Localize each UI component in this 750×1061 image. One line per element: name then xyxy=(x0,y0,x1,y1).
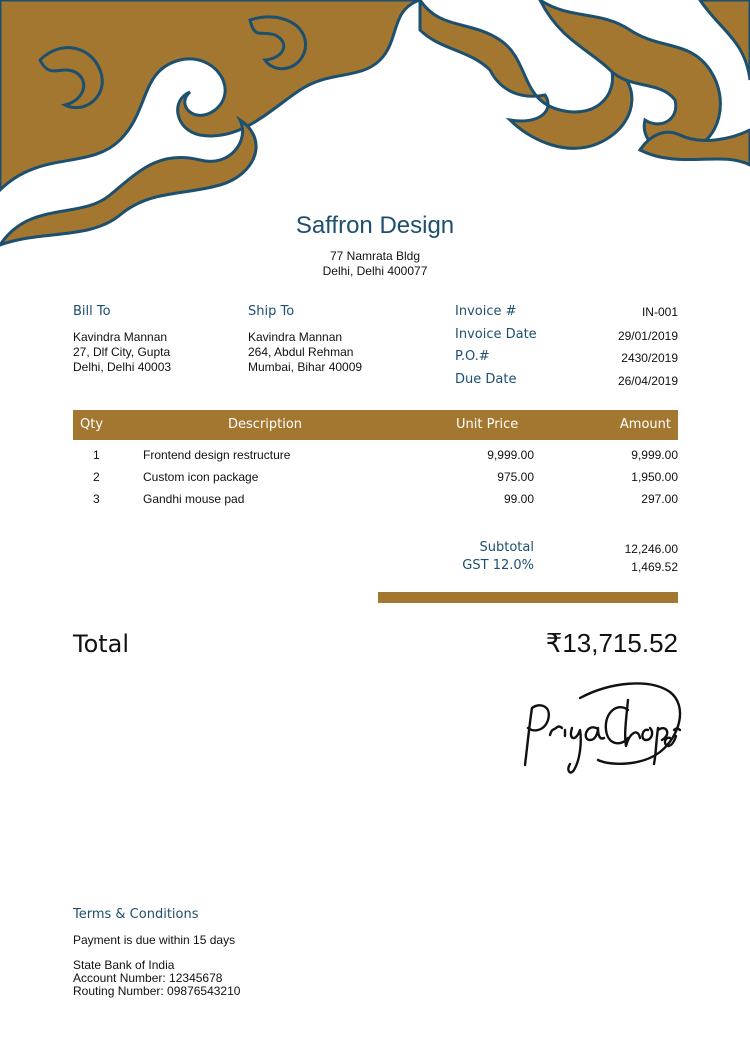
bill-to-line2: Delhi, Delhi 40003 xyxy=(73,360,172,374)
table-row xyxy=(73,492,678,512)
items-table-header xyxy=(73,410,678,440)
row-qty: 1 xyxy=(93,448,100,462)
ship-to-label: Ship To xyxy=(248,304,295,319)
total-divider-bar xyxy=(378,592,678,603)
ship-to-line2: Mumbai, Bihar 40009 xyxy=(248,360,363,374)
row-qty: 3 xyxy=(93,492,100,506)
subtotal-label: Subtotal xyxy=(479,540,534,555)
bill-to-name: Kavindra Mannan xyxy=(73,330,168,344)
company-address-line1: 77 Namrata Bldg xyxy=(329,249,421,263)
signature xyxy=(510,680,685,780)
table-row xyxy=(73,470,678,490)
po-number: 2430/2019 xyxy=(621,351,678,365)
row-unit-price: 975.00 xyxy=(497,470,534,484)
due-date: 26/04/2019 xyxy=(617,374,678,388)
row-qty: 2 xyxy=(93,470,100,484)
invoice-date: 29/01/2019 xyxy=(617,329,678,343)
invoice-number: IN-001 xyxy=(641,305,678,319)
tax-value: 1,469.52 xyxy=(631,560,678,574)
row-amount: 1,950.00 xyxy=(631,470,678,484)
table-row xyxy=(73,448,678,468)
header-qty: Qty xyxy=(80,417,104,432)
terms-title: Terms & Conditions xyxy=(73,907,199,922)
subtotal-value: 12,246.00 xyxy=(624,542,678,556)
account-number: Account Number: 12345678 xyxy=(73,971,223,985)
header-unit-price: Unit Price xyxy=(456,417,519,432)
routing-number: Routing Number: 09876543210 xyxy=(73,984,241,998)
ship-to-line1: 264, Abdul Rehman xyxy=(248,345,354,359)
due-date-label: Due Date xyxy=(455,372,517,387)
total-value: ₹13,715.52 xyxy=(545,628,678,658)
total-label: Total xyxy=(73,630,130,658)
row-amount: 9,999.00 xyxy=(631,448,678,462)
bank-name: State Bank of India xyxy=(73,958,175,972)
company-address-line2: Delhi, Delhi 400077 xyxy=(322,264,428,278)
invoice-number-label: Invoice # xyxy=(455,304,517,319)
tax-label: GST 12.0% xyxy=(462,558,534,573)
row-description: Frontend design restructure xyxy=(143,448,291,462)
row-unit-price: 99.00 xyxy=(503,492,534,506)
row-unit-price: 9,999.00 xyxy=(487,448,534,462)
header-description: Description xyxy=(228,417,303,432)
po-label: P.O.# xyxy=(455,349,490,364)
row-amount: 297.00 xyxy=(641,492,678,506)
row-description: Custom icon package xyxy=(143,470,259,484)
invoice-date-label: Invoice Date xyxy=(455,327,537,342)
row-description: Gandhi mouse pad xyxy=(143,492,245,506)
header-amount: Amount xyxy=(619,417,671,432)
bill-to-label: Bill To xyxy=(73,304,111,319)
bill-to-line1: 27, Dlf City, Gupta xyxy=(73,345,171,359)
ship-to-name: Kavindra Mannan xyxy=(248,330,343,344)
payment-note: Payment is due within 15 days xyxy=(73,933,236,947)
company-name: Saffron Design xyxy=(295,212,455,239)
